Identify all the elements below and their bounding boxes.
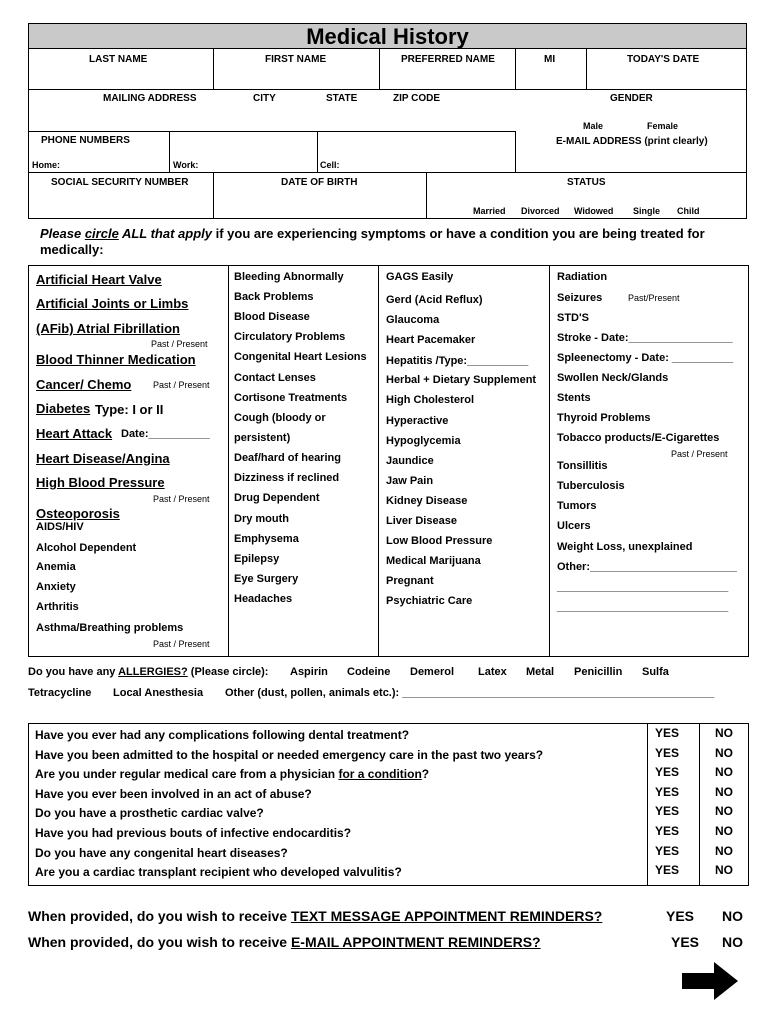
condition-item[interactable]: Swollen Neck/Glands: [557, 372, 669, 384]
mailing-address-label: MAILING ADDRESS: [103, 93, 197, 104]
condition-item[interactable]: Asthma/Breathing problems: [36, 622, 184, 634]
status-label: STATUS: [567, 177, 606, 188]
allergy-metal[interactable]: Metal: [526, 666, 555, 678]
question-text: Have you had previous bouts of infective endocarditis?: [35, 826, 352, 840]
condition-item[interactable]: STD'S: [557, 312, 589, 324]
condition-item[interactable]: Psychiatric Care: [386, 595, 473, 607]
condition-item[interactable]: Kidney Disease: [386, 495, 468, 507]
question-text: Have you been admitted to the hospital or needed emergency care in the past two years?: [35, 747, 544, 762]
condition-item[interactable]: Dizziness if reclined: [234, 472, 340, 484]
condition-item[interactable]: Blood Thinner Medication: [36, 352, 196, 367]
phone-numbers-label: PHONE NUMBERS: [41, 135, 130, 146]
condition-item[interactable]: Heart Pacemaker: [386, 334, 476, 346]
condition-item[interactable]: Jaundice: [386, 455, 434, 467]
email-label: E-MAIL ADDRESS (print clearly): [556, 136, 708, 147]
condition-item[interactable]: Back Problems: [234, 291, 314, 303]
condition-item[interactable]: Osteoporosis: [36, 506, 120, 521]
condition-item[interactable]: AIDS/HIV: [36, 521, 84, 533]
condition-item[interactable]: Radiation: [557, 271, 608, 283]
cell-phone-label: Cell:: [320, 160, 340, 170]
seizures-past-present[interactable]: Past/Present: [628, 293, 680, 303]
question-text: Are you a cardiac transplant recipient who developed valvulitis?: [35, 865, 402, 880]
status-divorced[interactable]: Divorced: [521, 206, 560, 216]
allergies-question: Do you have any ALLERGIES? (Please circle):: [28, 666, 269, 678]
last-name-label: LAST NAME: [89, 54, 148, 65]
answer-yes[interactable]: YES: [655, 726, 680, 740]
condition-item[interactable]: Dry mouth: [234, 513, 289, 525]
allergy-other-field[interactable]: Other (dust, pollen, animals etc.): ___________________________________________________: [225, 687, 715, 699]
condition-item[interactable]: Circulatory Problems: [234, 331, 346, 343]
text-reminder-yes[interactable]: YES: [666, 908, 695, 924]
text-reminder-no[interactable]: NO: [722, 908, 743, 924]
condition-item[interactable]: Anxiety: [36, 581, 76, 593]
answer-no[interactable]: NO: [715, 765, 733, 780]
condition-item[interactable]: Arthritis: [36, 601, 79, 613]
condition-item[interactable]: Tonsillitis: [557, 460, 608, 472]
condition-item[interactable]: Herbal + Dietary Supplement: [386, 374, 537, 386]
question-text: Have you ever had any complications following dental treatment?: [35, 728, 410, 742]
answer-no[interactable]: NO: [715, 863, 733, 878]
answer-no[interactable]: NO: [715, 804, 733, 819]
status-child[interactable]: Child: [677, 206, 700, 216]
condition-item[interactable]: Cough (bloody or: [234, 412, 326, 424]
condition-item[interactable]: Thyroid Problems: [557, 412, 651, 424]
condition-item[interactable]: Anemia: [36, 561, 76, 573]
condition-item[interactable]: Gerd (Acid Reflux): [386, 294, 483, 306]
patient-info-table: [28, 49, 747, 219]
todays-date-label: TODAY'S DATE: [627, 54, 700, 65]
condition-item[interactable]: Deaf/hard of hearing: [234, 452, 341, 464]
condition-item[interactable]: Drug Dependent: [234, 492, 320, 504]
condition-item[interactable]: Glaucoma: [386, 314, 440, 326]
condition-item[interactable]: Blood Disease: [234, 311, 310, 323]
condition-item[interactable]: Ulcers: [557, 520, 591, 532]
answer-no[interactable]: NO: [715, 843, 733, 858]
condition-item[interactable]: Congenital Heart Lesions: [234, 351, 367, 363]
allergy-aspirin[interactable]: Aspirin: [290, 666, 328, 678]
condition-item[interactable]: Hyperactive: [386, 415, 449, 427]
answer-yes[interactable]: YES: [655, 784, 680, 799]
question-text: Are you under regular medical care from a physician for a condition?: [35, 767, 430, 782]
answer-yes[interactable]: YES: [655, 843, 680, 858]
condition-item[interactable]: Artificial Heart Valve: [36, 272, 162, 287]
condition-item[interactable]: Headaches: [234, 593, 293, 605]
condition-item[interactable]: Emphysema: [234, 533, 299, 545]
answer-no[interactable]: NO: [715, 745, 733, 760]
condition-item[interactable]: Contact Lenses: [234, 372, 316, 384]
allergy-local-anesthesia[interactable]: Local Anesthesia: [113, 687, 204, 699]
condition-item[interactable]: persistent): [234, 432, 291, 444]
condition-item[interactable]: Tuberculosis: [557, 480, 625, 492]
preferred-name-label: PREFERRED NAME: [401, 54, 495, 65]
ssn-label: SOCIAL SECURITY NUMBER: [51, 177, 189, 188]
questions-table: [28, 723, 749, 886]
question-text: Do you have any congenital heart diseases?: [35, 845, 288, 860]
allergy-codeine[interactable]: Codeine: [347, 666, 391, 678]
status-single[interactable]: Single: [633, 206, 661, 216]
past-present-option[interactable]: Past / Present: [151, 339, 208, 349]
condition-item[interactable]: Seizures: [557, 292, 603, 304]
city-label: CITY: [253, 93, 276, 104]
diabetes-type[interactable]: Type: I or II: [95, 402, 164, 417]
state-label: STATE: [326, 93, 358, 104]
home-phone-label: Home:: [32, 160, 61, 170]
condition-item[interactable]: Cancer/ Chemo: [36, 377, 132, 392]
status-widowed[interactable]: Widowed: [574, 206, 614, 216]
answer-no[interactable]: NO: [715, 824, 733, 838]
condition-item[interactable]: Cortisone Treatments: [234, 392, 348, 404]
gender-male-option[interactable]: Male: [583, 121, 604, 131]
mi-label: MI: [544, 54, 556, 65]
condition-item[interactable]: Hypoglycemia: [386, 435, 461, 447]
email-reminder-question: When provided, do you wish to receive E-MAIL APPOINTMENT REMINDERS?: [28, 934, 541, 950]
condition-item[interactable]: Jaw Pain: [386, 475, 434, 487]
arrow-right-icon[interactable]: [682, 962, 738, 1000]
condition-item[interactable]: Heart Disease/Angina: [36, 451, 170, 466]
answer-yes[interactable]: YES: [655, 804, 680, 819]
condition-item[interactable]: Alcohol Dependent: [36, 542, 137, 554]
condition-item[interactable]: GAGS Easily: [386, 271, 454, 283]
allergy-sulfa[interactable]: Sulfa: [642, 666, 669, 678]
condition-item[interactable]: Liver Disease: [386, 515, 457, 527]
tobacco-past-present[interactable]: Past / Present: [671, 449, 728, 459]
zip-label: ZIP CODE: [393, 93, 441, 104]
answer-no[interactable]: NO: [715, 726, 733, 740]
condition-item[interactable]: Tumors: [557, 500, 597, 512]
condition-item[interactable]: Heart Attack: [36, 426, 113, 441]
allergy-latex[interactable]: Latex: [478, 666, 507, 678]
email-reminder-no[interactable]: NO: [722, 934, 743, 950]
condition-item[interactable]: Tobacco products/E-Cigarettes: [557, 432, 720, 444]
allergy-penicillin[interactable]: Penicillin: [574, 666, 623, 678]
condition-item[interactable]: Diabetes: [36, 401, 91, 416]
condition-item[interactable]: Spleenectomy - Date: __________: [557, 352, 734, 364]
gender-female-option[interactable]: Female: [647, 121, 679, 131]
past-present-option[interactable]: Past / Present: [153, 380, 210, 390]
instruction-text: Please circle ALL that apply if you are experiencing symptoms or have a condition you are being treated for medically:: [40, 226, 705, 257]
past-present-option[interactable]: Past / Present: [153, 639, 210, 649]
condition-item[interactable]: Stents: [557, 392, 591, 404]
answer-yes[interactable]: YES: [655, 745, 680, 760]
title-bar: [28, 23, 747, 49]
condition-item[interactable]: (AFib) Atrial Fibrillation: [36, 321, 180, 336]
condition-item[interactable]: ____________________________: [557, 601, 729, 613]
question-text: Have you ever been involved in an act of abuse?: [35, 786, 312, 801]
conditions-table: [28, 265, 749, 657]
condition-item[interactable]: Other:________________________: [557, 561, 737, 573]
gender-label: GENDER: [610, 93, 653, 104]
condition-item[interactable]: ____________________________: [557, 581, 729, 593]
condition-item[interactable]: High Blood Pressure: [36, 475, 165, 490]
condition-item[interactable]: Hepatitis /Type:__________: [386, 355, 529, 367]
page-title: Medical History: [306, 24, 469, 49]
status-married[interactable]: Married: [473, 206, 506, 216]
heart-attack-date[interactable]: Date:__________: [121, 428, 210, 440]
email-reminder-yes[interactable]: YES: [671, 934, 700, 950]
work-phone-label: Work:: [173, 160, 199, 170]
condition-item[interactable]: Pregnant: [386, 575, 434, 587]
condition-item[interactable]: Stroke - Date:_________________: [557, 332, 733, 344]
condition-item[interactable]: Weight Loss, unexplained: [557, 541, 693, 553]
condition-item[interactable]: Artificial Joints or Limbs: [36, 296, 189, 311]
condition-item[interactable]: Low Blood Pressure: [386, 535, 493, 547]
condition-item[interactable]: Epilepsy: [234, 553, 280, 565]
condition-item[interactable]: High Cholesterol: [386, 394, 475, 406]
allergy-demerol[interactable]: Demerol: [410, 666, 455, 678]
answer-yes[interactable]: YES: [655, 824, 680, 838]
question-text: Do you have a prosthetic cardiac valve?: [35, 806, 264, 821]
condition-item[interactable]: Eye Surgery: [234, 573, 299, 585]
dob-label: DATE OF BIRTH: [281, 177, 358, 188]
condition-item[interactable]: Medical Marijuana: [386, 555, 481, 567]
first-name-label: FIRST NAME: [265, 54, 327, 65]
allergy-tetracycline[interactable]: Tetracycline: [28, 687, 92, 699]
past-present-option[interactable]: Past / Present: [153, 494, 210, 504]
text-reminder-question: When provided, do you wish to receive TEXT MESSAGE APPOINTMENT REMINDERS?: [28, 908, 603, 924]
answer-yes[interactable]: YES: [655, 765, 680, 780]
condition-item[interactable]: Bleeding Abnormally: [234, 271, 344, 283]
answer-no[interactable]: NO: [715, 784, 733, 799]
answer-yes[interactable]: YES: [655, 863, 680, 878]
